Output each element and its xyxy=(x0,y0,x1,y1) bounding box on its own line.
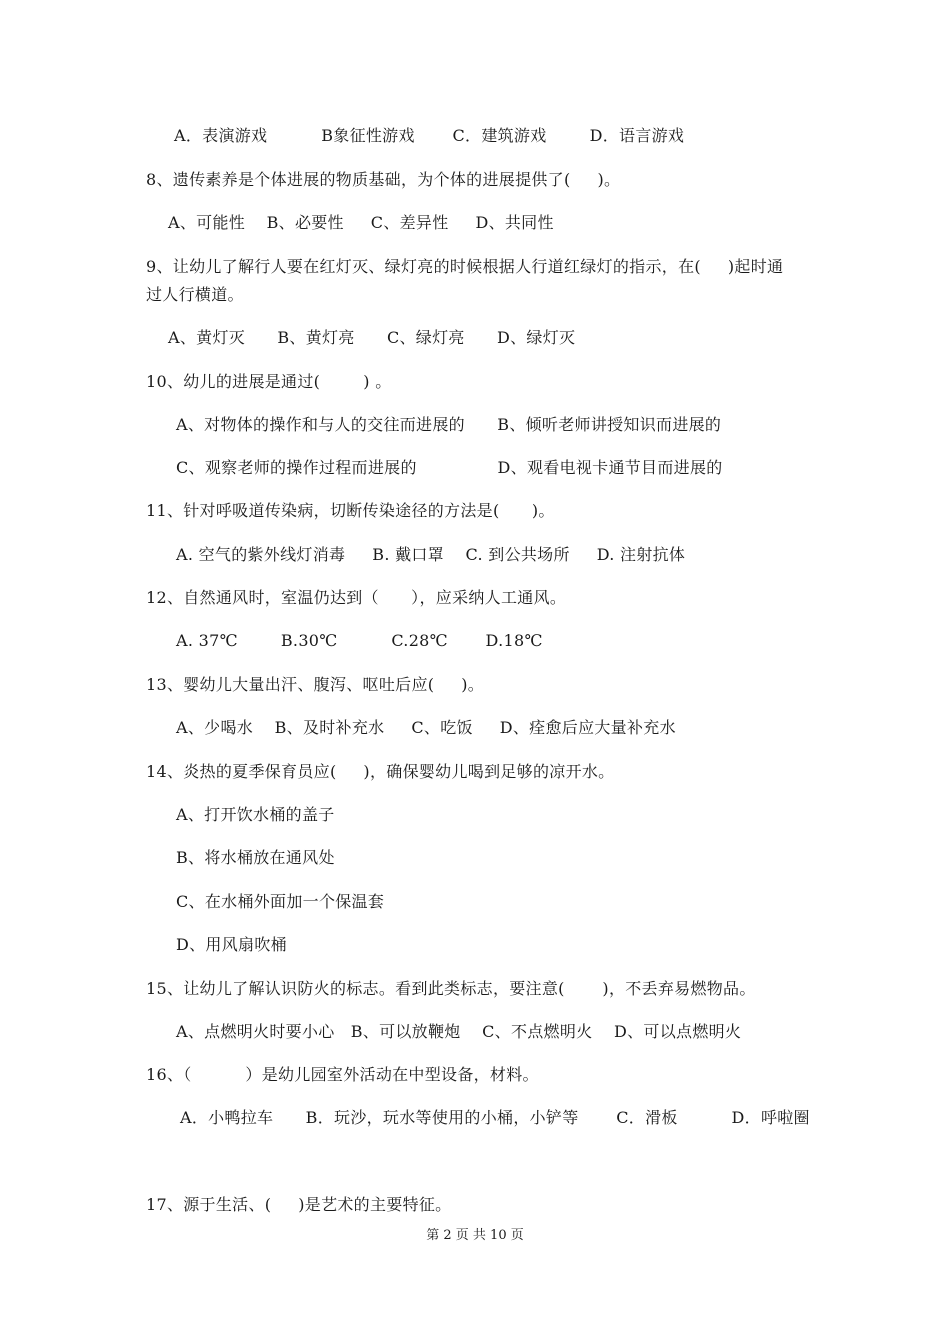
question-12: 12、自然通风时，室温仍达到（ ），应采纳人工通风。 xyxy=(146,588,567,607)
q14-option-c: C、在水桶外面加一个保温套 xyxy=(176,892,385,911)
question-15: 15、让幼儿了解认识防火的标志。看到此类标志，要注意( )，不丢弃易燃物品。 xyxy=(146,979,756,998)
q16-options: A．小鸭拉车 B．玩沙，玩水等使用的小桶，小铲等 C．滑板 D．呼啦圈 xyxy=(180,1108,810,1127)
question-11: 11、针对呼吸道传染病，切断传染途径的方法是( )。 xyxy=(146,501,555,520)
question-14: 14、炎热的夏季保育员应( )，确保婴幼儿喝到足够的凉开水。 xyxy=(146,762,615,781)
q13-options: A、少喝水 B、及时补充水 C、吃饭 D、痊愈后应大量补充水 xyxy=(176,718,676,737)
q14-option-a: A、打开饮水桶的盖子 xyxy=(176,805,335,824)
q10-options-cd: C、观察老师的操作过程而进展的 D、观看电视卡通节目而进展的 xyxy=(176,458,723,477)
q12-options: A. 37℃ B.30℃ C.28℃ D.18℃ xyxy=(176,631,543,650)
q8-options: A、可能性 B、必要性 C、差异性 D、共同性 xyxy=(168,213,554,232)
q14-option-b: B、将水桶放在通风处 xyxy=(176,848,335,867)
question-17: 17、源于生活、( )是艺术的主要特征。 xyxy=(146,1195,452,1214)
q15-options: A、点燃明火时要小心 B、可以放鞭炮 C、不点燃明火 D、可以点燃明火 xyxy=(176,1022,742,1041)
question-10: 10、幼儿的进展是通过( ) 。 xyxy=(146,372,392,391)
question-13: 13、婴幼儿大量出汗、腹泻、呕吐后应( )。 xyxy=(146,675,485,694)
question-9: 9、让幼儿了解行人要在红灯灭、绿灯亮的时候根据人行道红绿灯的指示，在( )起时通 xyxy=(146,257,784,276)
q7-options: A．表演游戏 B象征性游戏 C．建筑游戏 D．语言游戏 xyxy=(174,126,685,145)
question-8: 8、遗传素养是个体进展的物质基础，为个体的进展提供了( )。 xyxy=(146,170,621,189)
question-16: 16、（ ）是幼儿园室外活动在中型设备，材料。 xyxy=(146,1065,539,1084)
page-number-footer: 第 2 页 共 10 页 xyxy=(426,1228,524,1243)
question-9-continued: 过人行横道。 xyxy=(146,285,244,304)
q10-options-ab: A、对物体的操作和与人的交往而进展的 B、倾听老师讲授知识而进展的 xyxy=(176,415,722,434)
q11-options: A. 空气的紫外线灯消毒 B. 戴口罩 C. 到公共场所 D. 注射抗体 xyxy=(176,545,686,564)
q14-option-d: D、用风扇吹桶 xyxy=(176,935,287,954)
q9-options: A、黄灯灭 B、黄灯亮 C、绿灯亮 D、绿灯灭 xyxy=(168,328,576,347)
